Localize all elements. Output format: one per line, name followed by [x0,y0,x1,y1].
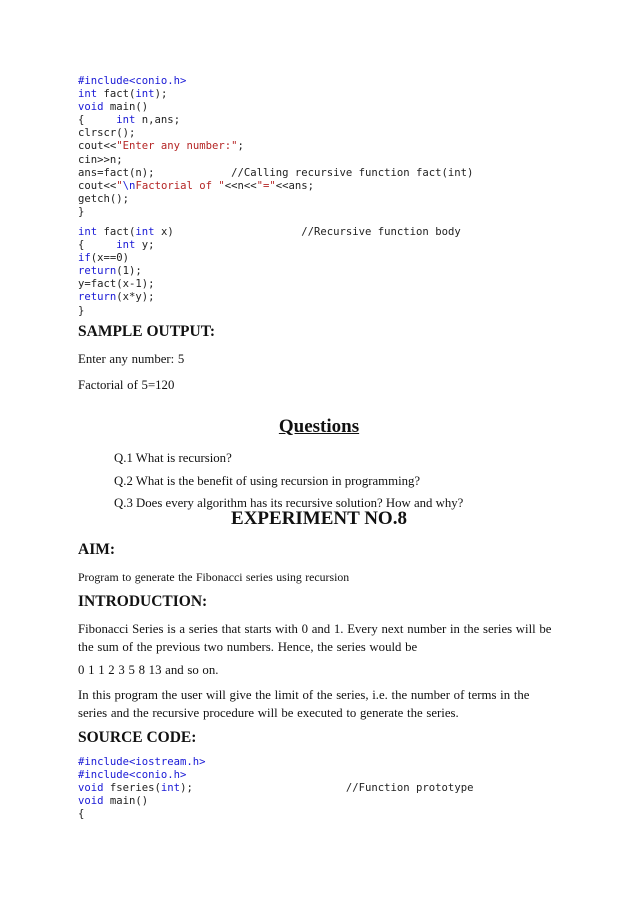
code-token: getch(); [78,192,130,205]
code-token: Factorial of " [135,179,225,192]
questions-title: Questions [278,416,360,437]
code-line [78,808,473,821]
aim-text: Program to generate the Fibonacci series using recursion [78,570,350,584]
code-line [78,252,461,265]
code-token: "Enter any number:" [116,140,238,153]
code-token: #include<iostream.h> [78,756,206,768]
aim-heading: AIM: [78,541,116,558]
code-token: main() [103,101,149,114]
code-token: fseries( [103,782,161,795]
code-token: } [78,304,85,317]
code-token: (1); [116,265,142,278]
code-block-fibonacci [78,756,473,821]
code-line [78,127,473,140]
code-token: int [116,239,136,252]
code-line [78,756,473,769]
code-token: void [78,795,104,808]
code-line [78,167,473,180]
code-token: #include<conio.h> [78,75,187,87]
code-token: ans=fact(n); //Calling recursive function fact(int) [78,166,474,179]
experiment-title: EXPERIMENT NO.8 [231,508,407,529]
code-line [78,140,473,153]
code-token: y; [135,239,155,252]
code-token: n,ans; [135,114,181,127]
code-token: "=" [256,179,276,192]
sample-output-line-1: Enter any number: 5 [78,352,185,366]
code-token: y=fact(x-1); [78,278,155,291]
code-token: ); [154,88,168,101]
code-token: return [78,265,117,278]
code-line [78,305,461,318]
code-token: cin>>n; [78,153,123,166]
code-line [78,795,473,808]
code-token: } [78,205,85,218]
code-token: ; [237,140,244,153]
code-token: int [160,782,181,795]
code-token: int [78,88,98,101]
code-token: void [78,101,104,114]
introduction-paragraph-1: Fibonacci Series is a series that starts with 0 and 1. Every next number in the series will be the sum of the previous two numbers. Hence, the series would be [78,622,552,654]
code-token: <<n<< [224,179,257,192]
code-token: void [78,782,104,795]
code-block-factorial-function [78,226,461,318]
source-code-heading: SOURCE CODE: [78,729,197,746]
code-token: (x==0) [90,252,130,265]
code-line [78,101,473,114]
code-token: ); //Function prototype [180,782,474,795]
code-block-factorial-main [78,75,473,219]
code-line [78,193,473,206]
code-token: fact( [97,226,136,238]
code-line [78,88,473,101]
code-line [78,291,461,304]
code-token: int [135,88,155,101]
code-line [78,180,473,193]
code-line [78,154,473,167]
introduction-paragraph-2: In this program the user will give the limit of the series, i.e. the number of terms in the series and the recursive procedure will be executed to generate the series. [78,688,530,720]
sample-output-heading: SAMPLE OUTPUT: [78,323,216,340]
code-token: #include<conio.h> [78,769,187,782]
code-line [78,75,473,88]
code-token: return [78,291,117,304]
code-line [78,226,461,239]
code-token: main() [103,795,149,808]
code-token: if [78,252,91,265]
code-token: cout<< [78,179,117,192]
sample-output-line-2: Factorial of 5=120 [78,378,175,392]
code-token: " [116,179,123,192]
fibonacci-series-example: 0 1 1 2 3 5 8 13 and so on. [78,663,219,677]
code-line [78,782,473,795]
code-line [78,278,461,291]
question-item-1: Q.1 What is recursion? [114,451,232,465]
code-token: \n [122,179,136,192]
code-token: int [78,226,98,238]
code-token: { [78,808,85,821]
code-token: (x*y); [116,291,155,304]
code-token: cout<< [78,140,117,153]
question-item-3: Q.3 Does every algorithm has its recursive solution? How and why? [114,496,464,511]
code-line [78,206,473,219]
question-item-2: Q.2 What is the benefit of using recursion in programming? [114,473,421,488]
code-token: <<ans; [275,179,315,192]
code-token: int [135,226,155,238]
code-token: clrscr(); [78,127,136,140]
code-line [78,239,461,252]
code-token: x) //Recursive function body [154,226,461,238]
code-line [78,114,473,127]
code-token: fact( [97,88,136,101]
introduction-heading: INTRODUCTION: [78,593,208,610]
code-token: { [78,239,117,252]
code-token: int [116,114,136,127]
code-line [78,265,461,278]
code-line [78,769,473,782]
code-token: { [78,114,117,127]
